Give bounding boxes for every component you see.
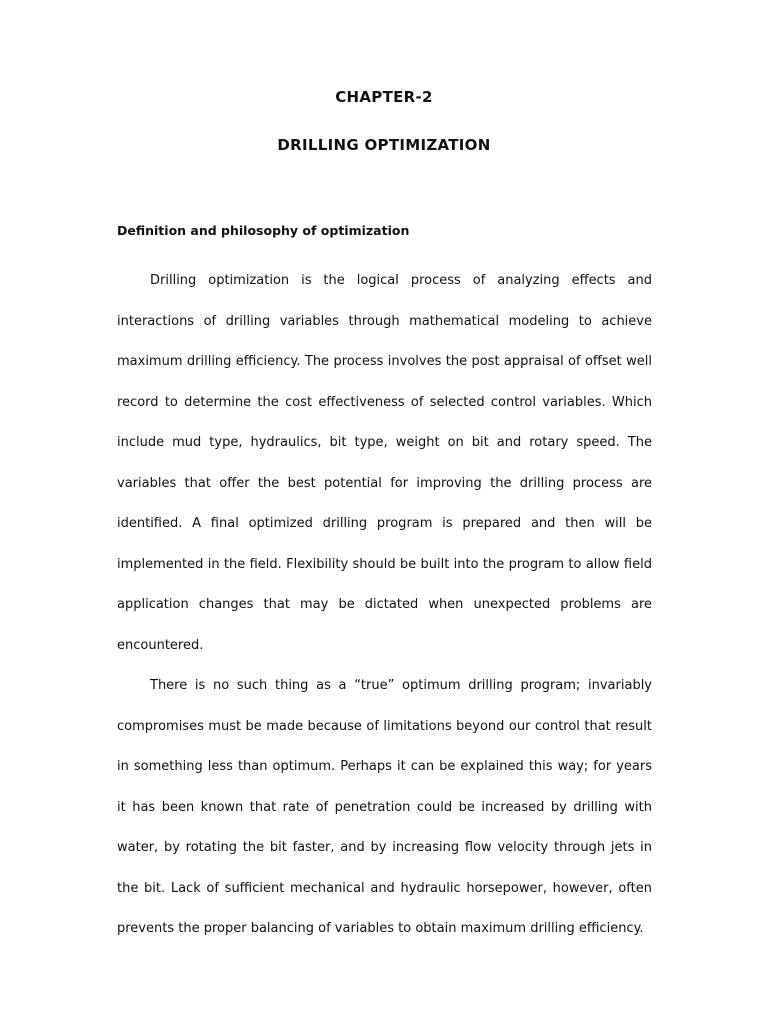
section-heading: Definition and philosophy of optimization — [117, 223, 410, 238]
paragraph: There is no such thing as a “true” optimum drilling program; invariably compromises must be made because of limitations beyond our control that result in something less than optimum. Perhaps it can be explained this way; for years it has been known that rate of penetration could be increased by drilling with water, by rotating the bit faster, and by increasing flow velocity through jets in the bit. Lack of sufficient mechanical and hydraulic horsepower, however, often prevents the proper balancing of variables to obtain maximum drilling efficiency. — [117, 678, 652, 936]
chapter-label: CHAPTER-2 — [335, 88, 433, 106]
chapter-title: DRILLING OPTIMIZATION — [277, 136, 491, 154]
paragraph: Drilling optimization is the logical process of analyzing effects and interactions of drilling variables through mathematical modeling to achieve maximum drilling efficiency. The process involves the post appraisal of offset well record to determine the cost effectiveness of selected control variables. Which include mud type, hydraulics, bit type, weight on bit and rotary speed. The variables that offer the best potential for improving the drilling process are identified. A final optimized drilling program is prepared and then will be implemented in the field. Flexibility should be built into the program to allow field application changes that may be dictated when unexpected problems are encountered. — [117, 273, 652, 653]
body-text — [117, 261, 652, 950]
